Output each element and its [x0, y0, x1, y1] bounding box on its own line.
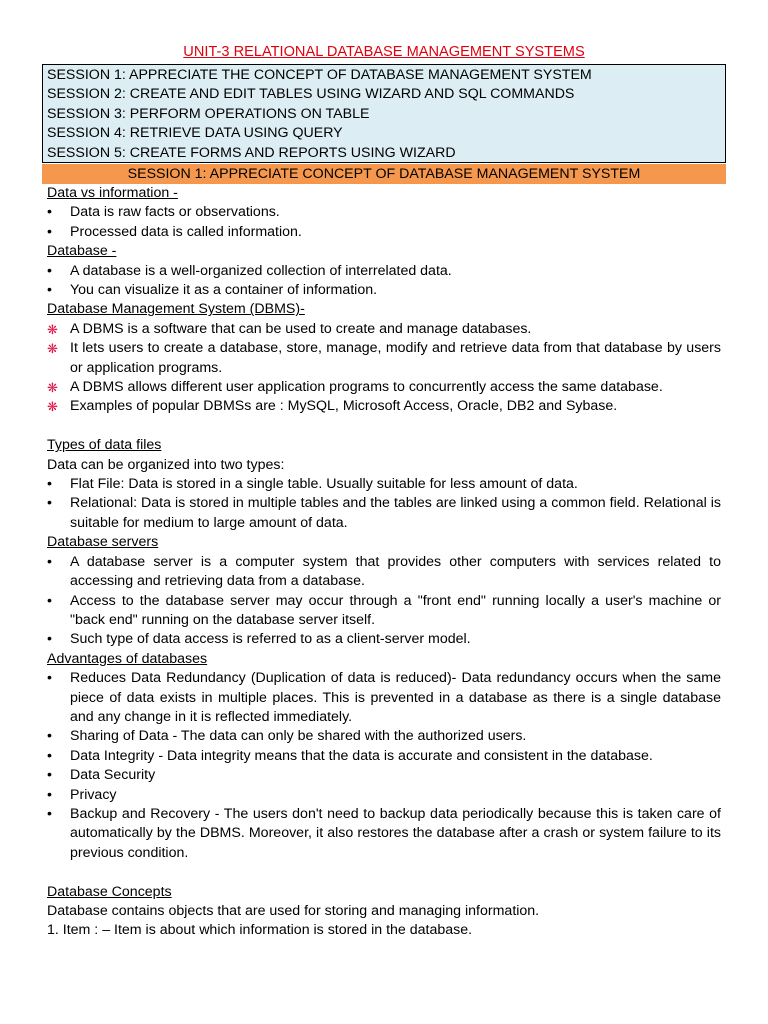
- list-item: • Processed data is called information.: [47, 223, 721, 242]
- document-body: [47, 184, 721, 941]
- list-item: • Data Integrity - Data integrity means that the data is accurate and consistent in the database.: [47, 747, 721, 766]
- bullet-list: [47, 203, 721, 242]
- bullet-list: [47, 669, 721, 863]
- bullet-list: [47, 475, 721, 533]
- session-line: SESSION 3: PERFORM OPERATIONS ON TABLE: [47, 105, 370, 122]
- heading-database-concepts: Database Concepts: [47, 883, 172, 900]
- spacer: [47, 417, 721, 436]
- star-bullet-list: [47, 320, 721, 417]
- list-item: ❋ It lets users to create a database, store, manage, modify and retrieve data from that database by users or application programs.: [47, 339, 721, 378]
- heading-data-vs-information: Data vs information -: [47, 185, 178, 201]
- heading-database-servers: Database servers: [47, 534, 159, 551]
- list-item: • Privacy: [47, 786, 721, 805]
- list-item: • Such type of data access is referred to as a client-server model.: [47, 630, 721, 649]
- session-line: SESSION 5: CREATE FORMS AND REPORTS USING WIZARD: [47, 144, 456, 161]
- list-item: • A database is a well-organized collection of interrelated data.: [47, 262, 721, 281]
- list-item: • Sharing of Data - The data can only be shared with the authorized users.: [47, 727, 721, 746]
- list-item: ❋ Examples of popular DBMSs are : MySQL, Microsoft Access, Oracle, DB2 and Sybase.: [47, 397, 721, 416]
- heading-database: Database -: [47, 243, 117, 260]
- heading-types-of-data-files: Types of data files: [47, 437, 162, 454]
- session-line: SESSION 2: CREATE AND EDIT TABLES USING WIZARD AND SQL COMMANDS: [47, 86, 575, 103]
- bullet-list: [47, 262, 721, 301]
- session-line: SESSION 4: RETRIEVE DATA USING QUERY: [47, 125, 343, 142]
- session-line: SESSION 1: APPRECIATE THE CONCEPT OF DATABASE MANAGEMENT SYSTEM: [47, 67, 592, 83]
- list-item: • Access to the database server may occur through a "front end" running locally a user's machine or "back end" running on the database server itself.: [47, 592, 721, 631]
- paragraph: Database contains objects that are used for storing and managing information.: [47, 903, 540, 919]
- list-item: • Flat File: Data is stored in a single table. Usually suitable for less amount of data.: [47, 475, 721, 494]
- list-item: • Relational: Data is stored in multiple tables and the tables are linked using a common field. Relational is suitable for medium to large amount of data.: [47, 494, 721, 533]
- list-item: • Reduces Data Redundancy (Duplication of data is reduced)- Data redundancy occurs when the same piece of data exists in multiple places. This is prevented in a database as there is a single database and any change in it is reflected immediately.: [47, 669, 721, 727]
- list-item: • Data Security: [47, 766, 721, 785]
- list-item: ❋ A DBMS allows different user application programs to concurrently access the same database.: [47, 378, 721, 397]
- list-item: • A database server is a computer system that provides other computers with services related to accessing and retrieving data from a database.: [47, 553, 721, 592]
- list-item: • Data is raw facts or observations.: [47, 203, 721, 222]
- bullet-list: [47, 553, 721, 650]
- heading-dbms: Database Management System (DBMS)-: [47, 301, 305, 318]
- list-item: • Backup and Recovery - The users don't need to backup data periodically because this is taken care of automatically by the DBMS. Moreover, it also restores the database after a crash or system failure to its previous condition.: [47, 805, 721, 863]
- list-item: ❋ A DBMS is a software that can be used to create and manage databases.: [47, 320, 721, 339]
- unit-title: UNIT-3 RELATIONAL DATABASE MANAGEMENT SYSTEMS: [183, 44, 585, 60]
- paragraph: 1. Item : – Item is about which information is stored in the database.: [47, 922, 473, 939]
- heading-advantages: Advantages of databases: [47, 650, 208, 667]
- session-banner: SESSION 1: APPRECIATE CONCEPT OF DATABASE MANAGEMENT SYSTEM: [42, 164, 726, 184]
- list-item: • You can visualize it as a container of information.: [47, 281, 721, 300]
- sessions-box: [42, 64, 726, 163]
- spacer: [47, 863, 721, 882]
- paragraph: Data can be organized into two types:: [47, 456, 285, 473]
